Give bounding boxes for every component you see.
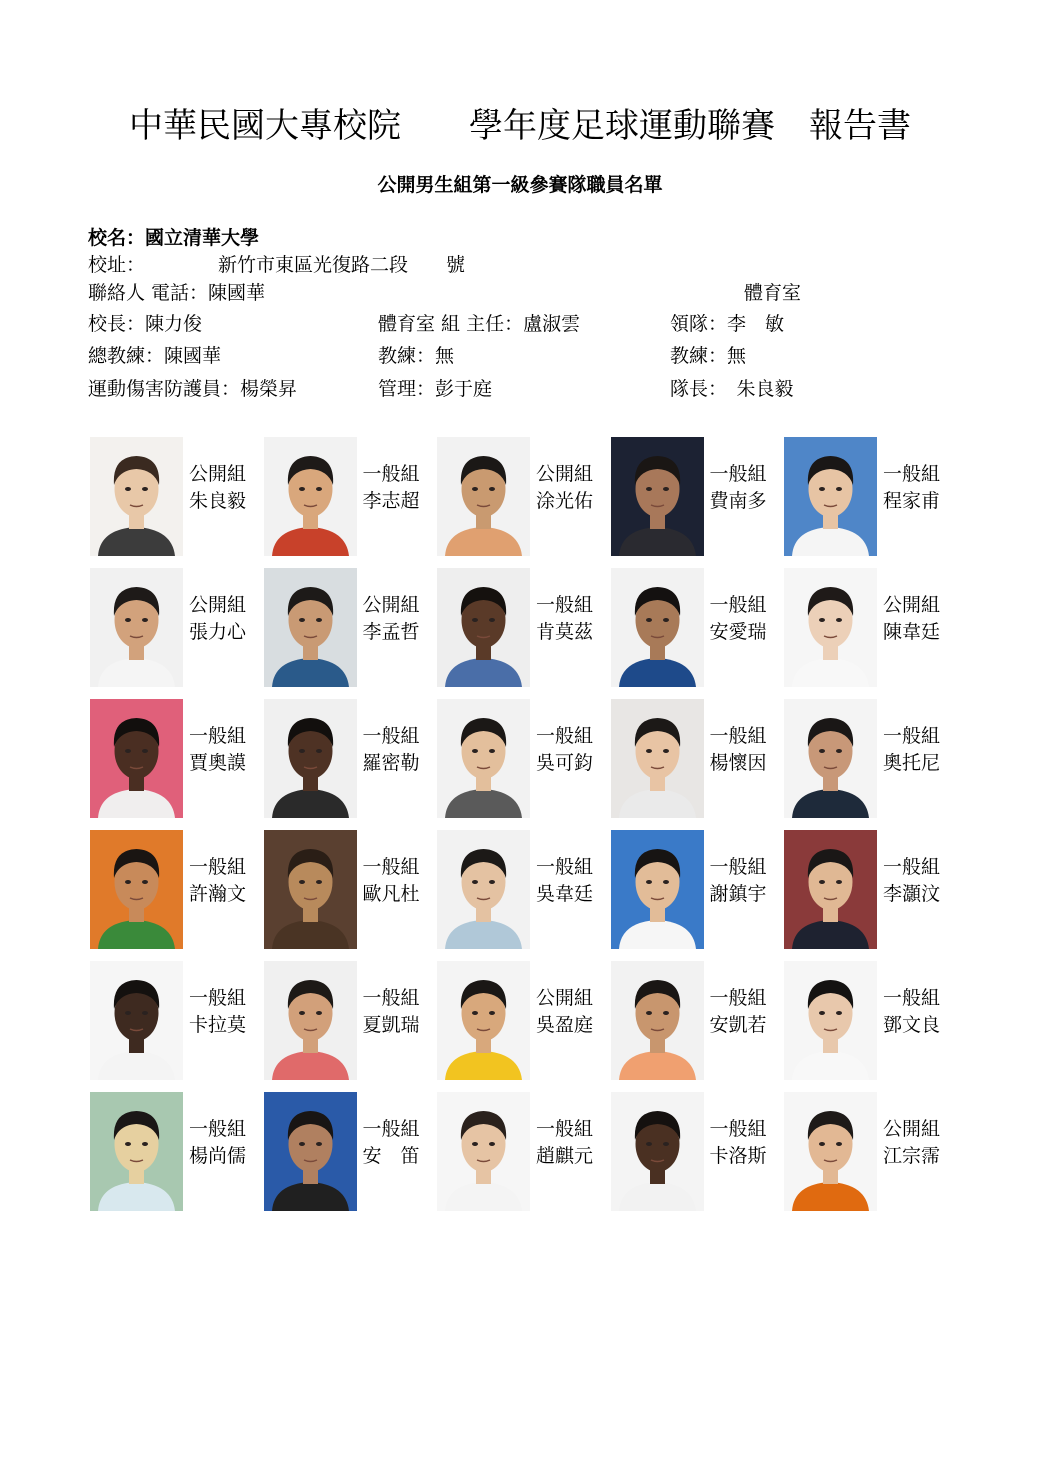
staff-coach: 教練：無 <box>670 345 747 367</box>
player-card <box>611 1092 784 1223</box>
player-group: 一般組 <box>883 856 941 878</box>
player-card <box>264 437 437 568</box>
staff-manager: 管理：彭于庭 <box>378 378 493 400</box>
player-group: 一般組 <box>362 463 420 485</box>
player-name: 許瀚文 <box>189 883 247 905</box>
player-group: 公開組 <box>189 463 247 485</box>
player-photo <box>784 830 877 949</box>
player-name: 費南多 <box>709 490 767 512</box>
player-photo <box>90 1092 183 1211</box>
player-name: 安 笛 <box>362 1145 420 1167</box>
player-photo <box>437 699 530 818</box>
player-name: 吳韋廷 <box>536 883 594 905</box>
player-photo <box>437 961 530 1080</box>
player-card <box>784 1092 957 1223</box>
player-photo <box>437 830 530 949</box>
player-name: 卡洛斯 <box>709 1145 767 1167</box>
player-card <box>264 830 437 961</box>
player-card <box>264 961 437 1092</box>
player-name: 肯莫茲 <box>536 621 594 643</box>
contact-unit: 體育室 <box>744 282 802 304</box>
address-value: 新竹市東區光復路二段 號 <box>218 254 466 276</box>
staff-trainer: 運動傷害防護員：楊榮昇 <box>88 378 298 400</box>
player-photo <box>90 568 183 687</box>
player-group: 公開組 <box>536 987 594 1009</box>
player-group: 一般組 <box>189 987 247 1009</box>
player-name: 楊尚儒 <box>189 1145 247 1167</box>
player-group: 一般組 <box>189 856 247 878</box>
player-card <box>437 699 610 830</box>
player-group: 公開組 <box>883 594 941 616</box>
player-photo <box>611 568 704 687</box>
player-group: 一般組 <box>362 725 420 747</box>
player-group: 一般組 <box>883 725 941 747</box>
player-photo <box>784 1092 877 1211</box>
player-photo <box>264 568 357 687</box>
player-card <box>784 830 957 961</box>
player-group: 一般組 <box>362 856 420 878</box>
player-card <box>611 437 784 568</box>
player-card <box>90 830 263 961</box>
player-card <box>784 437 957 568</box>
player-photo <box>90 830 183 949</box>
player-photo <box>264 699 357 818</box>
player-group: 一般組 <box>883 987 941 1009</box>
player-group: 一般組 <box>189 725 247 747</box>
staff-leader: 領隊：李 敏 <box>670 313 785 335</box>
contact-person: 聯絡人 電話：陳國華 <box>88 282 266 304</box>
player-card <box>611 568 784 699</box>
player-card <box>437 830 610 961</box>
player-group: 一般組 <box>536 594 594 616</box>
player-card <box>784 961 957 1092</box>
player-card <box>611 699 784 830</box>
player-name: 涂光佑 <box>536 490 594 512</box>
staff-captain: 隊長： 朱良毅 <box>670 378 794 400</box>
player-group: 一般組 <box>189 1118 247 1140</box>
player-name: 謝鎮宇 <box>709 883 767 905</box>
player-group: 一般組 <box>536 1118 594 1140</box>
player-card <box>611 830 784 961</box>
player-name: 吳可鈞 <box>536 752 594 774</box>
player-card <box>90 1092 263 1223</box>
player-group: 一般組 <box>709 463 767 485</box>
player-card <box>784 568 957 699</box>
player-name: 程家甫 <box>883 490 941 512</box>
player-card <box>90 961 263 1092</box>
player-photo <box>90 961 183 1080</box>
player-photo <box>611 830 704 949</box>
player-name: 羅密勒 <box>362 752 420 774</box>
player-group: 公開組 <box>189 594 247 616</box>
player-name: 趙麒元 <box>536 1145 594 1167</box>
staff-head-coach: 總教練：陳國華 <box>88 345 222 367</box>
player-card <box>264 699 437 830</box>
player-photo <box>264 830 357 949</box>
player-name: 朱良毅 <box>189 490 247 512</box>
player-photo <box>264 961 357 1080</box>
player-name: 江宗霈 <box>883 1145 941 1167</box>
staff-director: 體育室 組 主任：盧淑雲 <box>378 313 581 335</box>
player-group: 一般組 <box>883 463 941 485</box>
player-card <box>437 961 610 1092</box>
player-photo <box>611 1092 704 1211</box>
player-group: 一般組 <box>362 987 420 1009</box>
player-group: 一般組 <box>362 1118 420 1140</box>
player-group: 一般組 <box>536 725 594 747</box>
player-group: 一般組 <box>709 725 767 747</box>
player-group: 公開組 <box>362 594 420 616</box>
player-grid <box>90 437 958 1223</box>
player-photo <box>784 568 877 687</box>
player-card <box>437 568 610 699</box>
player-card <box>611 961 784 1092</box>
player-name: 鄧文良 <box>883 1014 941 1036</box>
player-name: 李孟哲 <box>362 621 420 643</box>
player-name: 卡拉莫 <box>189 1014 247 1036</box>
player-photo <box>437 568 530 687</box>
player-name: 張力心 <box>189 621 247 643</box>
player-card <box>264 1092 437 1223</box>
player-name: 奧托尼 <box>883 752 941 774</box>
player-photo <box>437 1092 530 1211</box>
player-photo <box>784 699 877 818</box>
player-group: 公開組 <box>883 1118 941 1140</box>
player-photo <box>611 699 704 818</box>
staff-coach: 教練：無 <box>378 345 455 367</box>
player-photo <box>90 699 183 818</box>
player-photo <box>90 437 183 556</box>
player-name: 安愛瑞 <box>709 621 767 643</box>
player-card <box>264 568 437 699</box>
player-group: 公開組 <box>536 463 594 485</box>
player-group: 一般組 <box>709 594 767 616</box>
player-name: 歐凡杜 <box>362 883 420 905</box>
player-card <box>437 1092 610 1223</box>
player-name: 李灝汶 <box>883 883 941 905</box>
player-group: 一般組 <box>709 987 767 1009</box>
player-name: 夏凱瑞 <box>362 1014 420 1036</box>
player-photo <box>264 437 357 556</box>
player-name: 吳盈庭 <box>536 1014 594 1036</box>
staff-principal: 校長：陳力俊 <box>88 313 203 335</box>
player-name: 李志超 <box>362 490 420 512</box>
page-title: 中華民國大專校院 學年度足球運動聯賽 報告書 <box>129 106 911 146</box>
player-group: 一般組 <box>536 856 594 878</box>
player-card <box>437 437 610 568</box>
player-card <box>784 699 957 830</box>
player-group: 一般組 <box>709 856 767 878</box>
player-photo <box>611 961 704 1080</box>
player-photo <box>611 437 704 556</box>
player-photo <box>437 437 530 556</box>
player-name: 安凱若 <box>709 1014 767 1036</box>
page-subtitle: 公開男生組第一級參賽隊職員名單 <box>377 174 663 196</box>
player-group: 一般組 <box>709 1118 767 1140</box>
player-name: 陳韋廷 <box>883 621 941 643</box>
player-photo <box>264 1092 357 1211</box>
player-card <box>90 437 263 568</box>
player-card <box>90 568 263 699</box>
player-name: 楊懷因 <box>709 752 767 774</box>
player-photo <box>784 961 877 1080</box>
player-name: 賈奧謨 <box>189 752 247 774</box>
player-card <box>90 699 263 830</box>
address-label: 校址： <box>88 254 146 276</box>
player-photo <box>784 437 877 556</box>
school-name: 校名：國立清華大學 <box>88 227 260 249</box>
